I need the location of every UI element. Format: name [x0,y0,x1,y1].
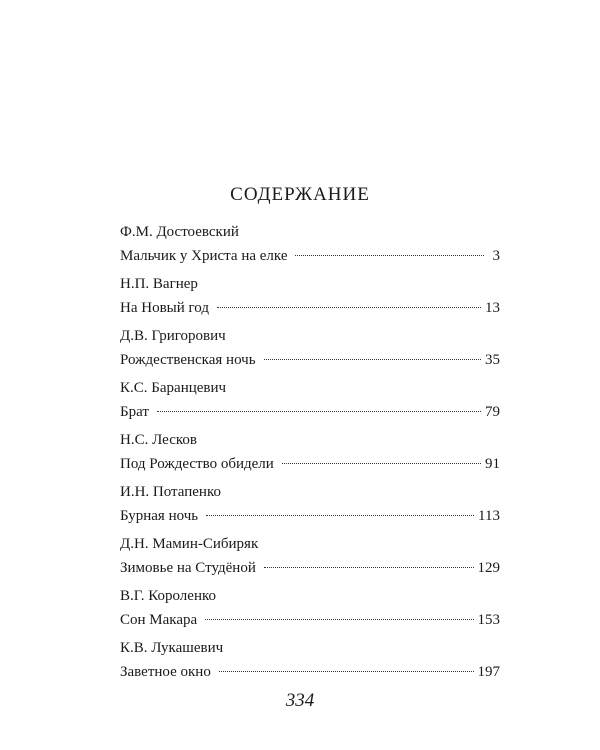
toc-story-title: Мальчик у Христа на елке [120,248,288,264]
toc-line [120,298,500,318]
toc-author: Д.Н. Мамин-Сибиряк [120,536,259,552]
toc-line [120,350,500,370]
toc-entry [120,222,500,274]
dot-leader [282,462,481,464]
toc-line [120,506,500,526]
toc-author: К.В. Лукашевич [120,640,224,656]
toc-page-number: 3 [492,248,500,264]
toc-author: К.С. Баранцевич [120,380,227,396]
toc-page-number: 91 [485,456,500,472]
toc-page-number: 129 [477,560,500,576]
toc-line [120,662,500,682]
page-number: 334 [285,690,315,711]
toc-author: Д.В. Григорович [120,328,226,344]
toc-story-title: На Новый год [120,300,209,316]
toc-entry [120,534,500,586]
dot-leader [295,254,484,256]
toc-heading: СОДЕРЖАНИЕ [230,184,370,205]
dot-leader [206,514,474,516]
toc-author: Н.П. Вагнер [120,276,198,292]
toc-story-title: Брат [120,404,149,420]
toc-author: И.Н. Потапенко [120,484,221,500]
toc-line [120,454,500,474]
toc-story-title: Бурная ночь [120,508,199,524]
toc-page-number: 113 [478,508,500,524]
toc-line [120,246,500,266]
toc-entry [120,274,500,326]
toc-entry [120,430,500,482]
toc-author: Ф.М. Достоевский [120,224,239,240]
dot-leader [264,358,481,360]
toc-page-number: 153 [477,612,500,628]
toc-line [120,610,500,630]
toc-story-title: Рождественская ночь [120,352,256,368]
table-of-contents [120,222,500,690]
toc-entry [120,586,500,638]
dot-leader [217,306,481,308]
dot-leader [264,566,474,568]
dot-leader [157,410,481,412]
toc-entry [120,482,500,534]
toc-author: В.Г. Короленко [120,588,216,604]
toc-page-number: 13 [485,300,500,316]
toc-entry [120,378,500,430]
dot-leader [205,618,473,620]
dot-leader [219,670,474,672]
toc-story-title: Заветное окно [120,664,211,680]
toc-line [120,402,500,422]
toc-entry [120,638,500,690]
toc-line [120,558,500,578]
toc-story-title: Сон Макара [120,612,198,628]
toc-story-title: Зимовье на Студёной [120,560,256,576]
toc-entry [120,326,500,378]
toc-page-number: 197 [477,664,500,680]
toc-page-number: 35 [485,352,500,368]
toc-page-number: 79 [485,404,500,420]
toc-story-title: Под Рождество обидели [120,456,274,472]
toc-author: Н.С. Лесков [120,432,197,448]
